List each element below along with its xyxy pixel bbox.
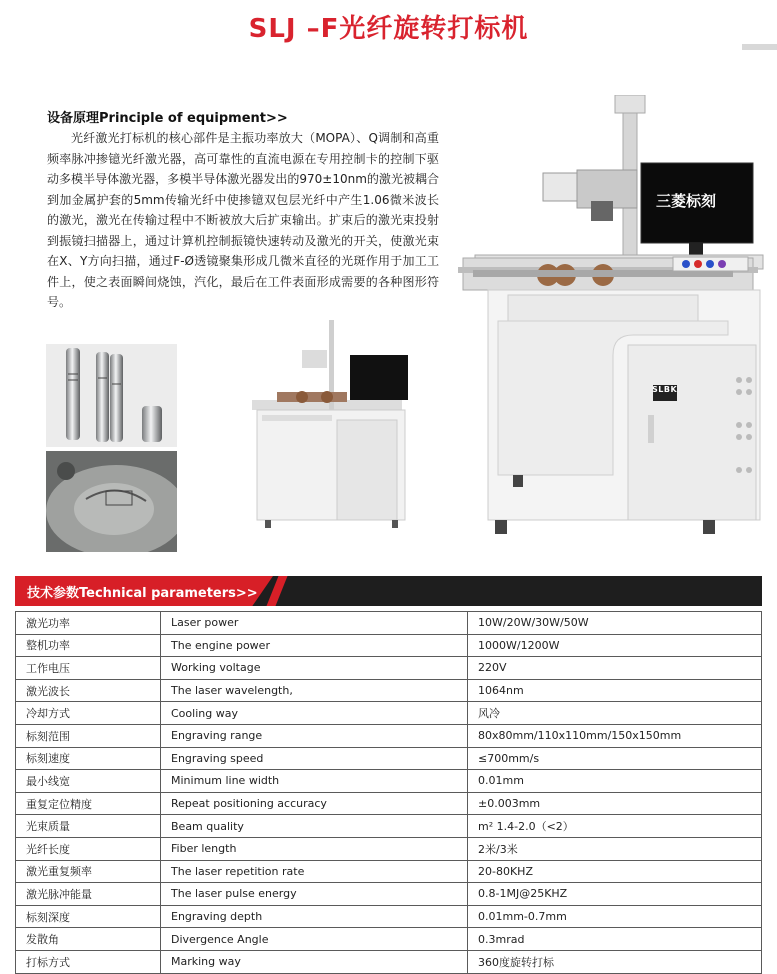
param-name-en: Engraving speed <box>161 747 468 770</box>
machine-main-photo <box>453 95 770 545</box>
param-name-en: Fiber length <box>161 837 468 860</box>
param-name-cn: 最小线宽 <box>16 770 161 793</box>
param-value: 0.01mm-0.7mm <box>468 905 762 928</box>
param-value: 风冷 <box>468 702 762 725</box>
param-value: 0.8-1MJ@25KHZ <box>468 883 762 906</box>
principle-text: 光纤激光打标机的核心部件是主振功率放大（MOPA）、Q调制和高重频率脉冲掺镱光纤激光器，高可靠性的直流电源在专用控制卡的控制下驱动多模半导体激光器，多模半导体激光器发出的970±10nm的激光被耦合到加金属护套的5mm传输光纤中使掺镱双包层光纤中产生1.06微米波长的激光，激光在传输过程中不断被放大后扩束输出。扩束后的激光束投射到振镜扫描器上，通过计算机控制振镜快速转动及激光的开关，使激光束在X、Y方向扫描，通过F-Ø透镜聚集形成几微米直径的光斑作用于加工工件上，使之表面瞬间烧蚀，汽化，最后在工件表面形成需要的各种图形符号。 <box>47 131 439 309</box>
param-value: 2米/3米 <box>468 837 762 860</box>
param-name-en: Working voltage <box>161 657 468 680</box>
table-row <box>16 702 762 725</box>
param-value: 220V <box>468 657 762 680</box>
param-value: 1064nm <box>468 679 762 702</box>
param-value: ≤700mm/s <box>468 747 762 770</box>
param-name-en: The laser pulse energy <box>161 883 468 906</box>
param-name-en: Repeat positioning accuracy <box>161 792 468 815</box>
tech-params-heading-bar <box>15 576 762 606</box>
param-name-en: Beam quality <box>161 815 468 838</box>
param-name-en: The engine power <box>161 634 468 657</box>
param-name-cn: 激光重复频率 <box>16 860 161 883</box>
param-value: 10W/20W/30W/50W <box>468 612 762 635</box>
param-value: 0.3mrad <box>468 928 762 951</box>
param-name-cn: 工作电压 <box>16 657 161 680</box>
param-value: 80x80mm/110x110mm/150x150mm <box>468 724 762 747</box>
table-row <box>16 815 762 838</box>
param-name-cn: 标刻速度 <box>16 747 161 770</box>
table-row <box>16 905 762 928</box>
product-sample-engraving-photo <box>46 451 177 552</box>
principle-heading: 设备原理Principle of equipment>> <box>47 111 288 126</box>
table-row <box>16 679 762 702</box>
table-row <box>16 860 762 883</box>
param-name-cn: 光束质量 <box>16 815 161 838</box>
table-row <box>16 883 762 906</box>
table-row <box>16 837 762 860</box>
param-name-cn: 光纤长度 <box>16 837 161 860</box>
param-value: 20-80KHZ <box>468 860 762 883</box>
param-value: m² 1.4-2.0（<2） <box>468 815 762 838</box>
param-name-en: Divergence Angle <box>161 928 468 951</box>
tech-params-heading: 技术参数Technical parameters>> <box>27 586 258 601</box>
param-name-en: Laser power <box>161 612 468 635</box>
param-name-cn: 整机功率 <box>16 634 161 657</box>
machine-small-photo <box>232 320 412 555</box>
page-title: SLJ –F光纤旋转打标机 <box>248 14 529 44</box>
param-name-cn: 标刻范围 <box>16 724 161 747</box>
table-row <box>16 747 762 770</box>
table-row <box>16 928 762 951</box>
param-name-cn: 打标方式 <box>16 950 161 973</box>
param-name-en: Cooling way <box>161 702 468 725</box>
param-name-cn: 重复定位精度 <box>16 792 161 815</box>
param-name-en: The laser repetition rate <box>161 860 468 883</box>
param-name-cn: 激光脉冲能量 <box>16 883 161 906</box>
param-name-cn: 标刻深度 <box>16 905 161 928</box>
product-sample-rollers-photo <box>46 344 177 447</box>
param-value: ±0.003mm <box>468 792 762 815</box>
param-name-en: Engraving range <box>161 724 468 747</box>
table-row <box>16 950 762 973</box>
param-name-en: Engraving depth <box>161 905 468 928</box>
table-row <box>16 657 762 680</box>
param-value: 360度旋转打标 <box>468 950 762 973</box>
cabinet-logo: SLBK <box>652 385 678 394</box>
monitor-screen-text: 三菱标刻 <box>656 192 717 210</box>
param-name-en: The laser wavelength, <box>161 679 468 702</box>
table-row <box>16 612 762 635</box>
param-name-en: Minimum line width <box>161 770 468 793</box>
param-name-cn: 冷却方式 <box>16 702 161 725</box>
table-row <box>16 724 762 747</box>
param-name-cn: 激光功率 <box>16 612 161 635</box>
table-row <box>16 634 762 657</box>
param-name-en: Marking way <box>161 950 468 973</box>
param-name-cn: 激光波长 <box>16 679 161 702</box>
tech-params-table <box>15 611 762 974</box>
table-row <box>16 770 762 793</box>
param-value: 1000W/1200W <box>468 634 762 657</box>
param-value: 0.01mm <box>468 770 762 793</box>
param-name-cn: 发散角 <box>16 928 161 951</box>
table-row <box>16 792 762 815</box>
decorative-bar <box>742 44 777 50</box>
